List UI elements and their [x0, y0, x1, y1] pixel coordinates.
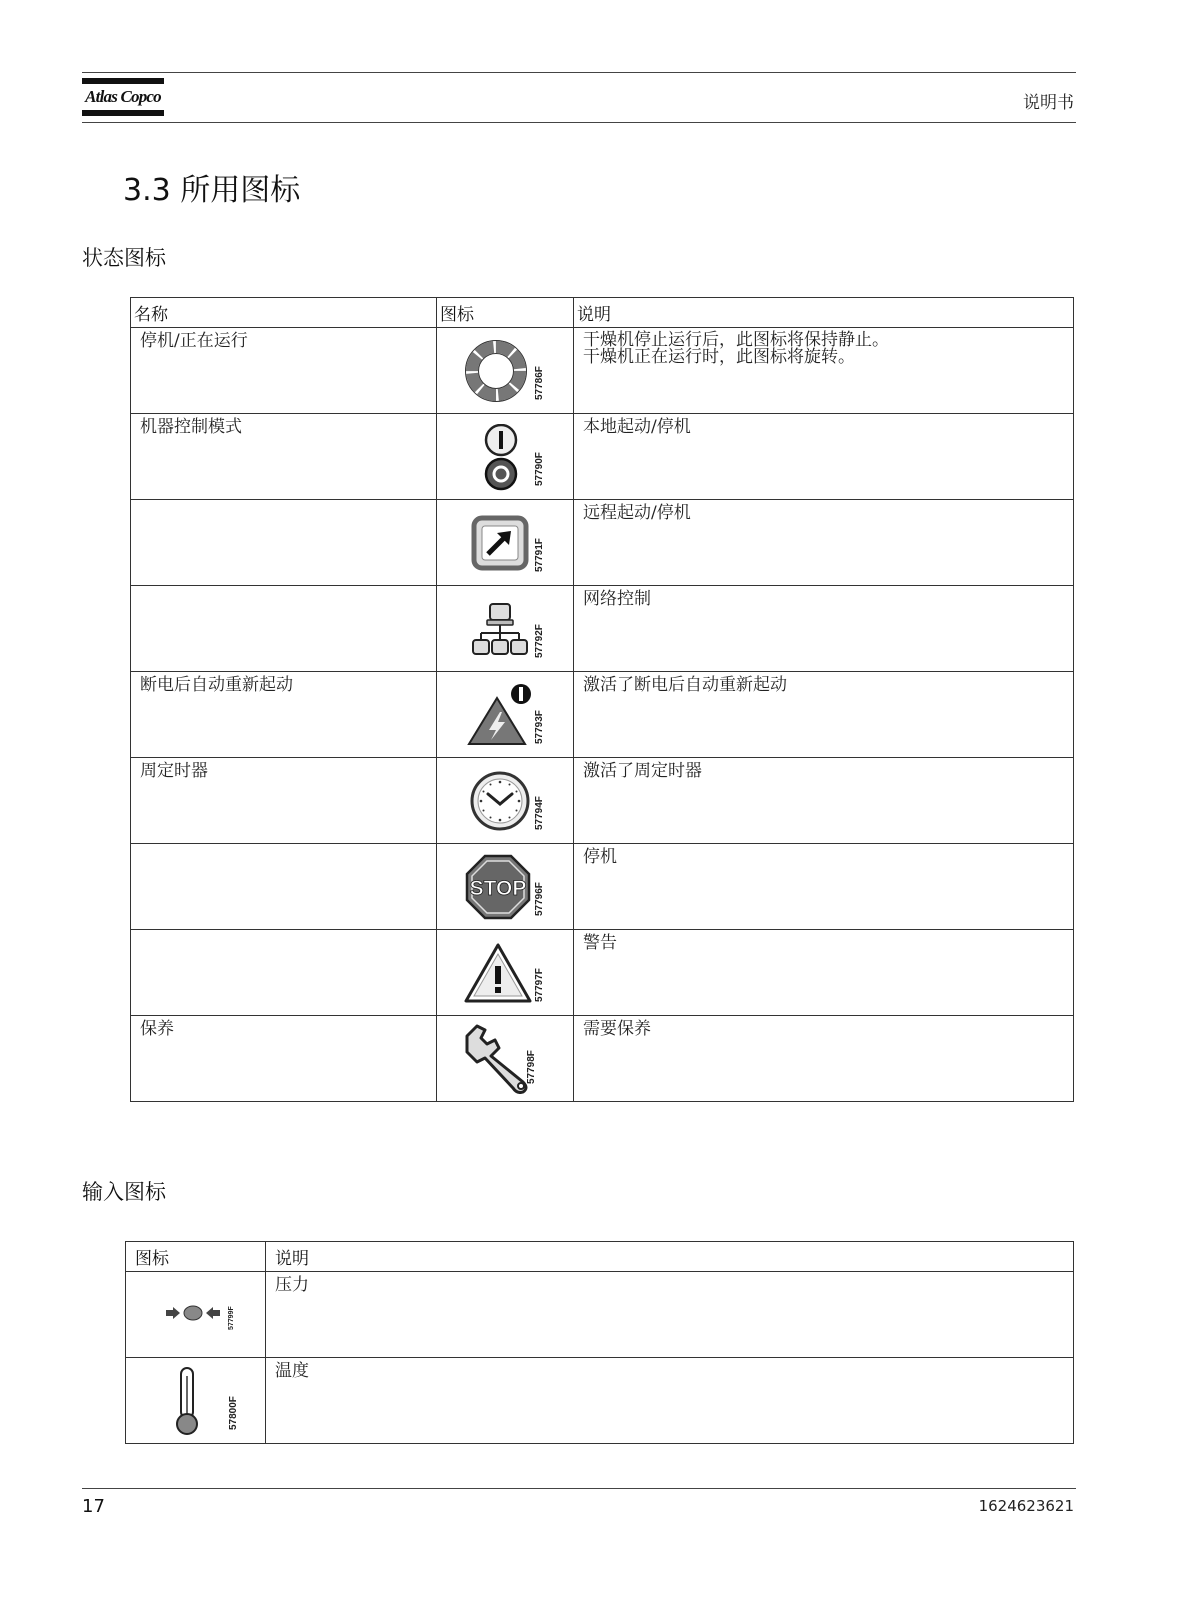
- atlas-copco-logo: [82, 78, 164, 118]
- row-description: 压力: [266, 1272, 1074, 1358]
- row-icon-cell: [437, 758, 574, 844]
- status-icons-heading: 状态图标: [82, 246, 166, 270]
- row-description: 激活了断电后自动重新起动: [574, 672, 1074, 758]
- table-row: [131, 672, 1074, 758]
- row-name: [131, 586, 437, 672]
- header-rule-top: [82, 72, 1076, 73]
- remote-arrow-icon: [471, 515, 529, 571]
- pressure-icon: [166, 1304, 222, 1322]
- row-icon-cell: [437, 500, 574, 586]
- icon-code: 57796F: [534, 882, 545, 916]
- row-description: 远程起动/停机: [574, 500, 1074, 586]
- row-name: [131, 500, 437, 586]
- row-icon-cell: [126, 1272, 266, 1358]
- column-header-name: 名称: [131, 298, 437, 328]
- icon-code: 57794F: [534, 796, 545, 830]
- table-row: [131, 1016, 1074, 1102]
- stop-sign-icon: [465, 854, 531, 920]
- row-icon-cell: [437, 930, 574, 1016]
- row-name: 机器控制模式: [131, 414, 437, 500]
- local-start-stop-icon: [483, 424, 519, 492]
- icon-code: 57797F: [534, 968, 545, 1002]
- row-description: 警告: [574, 930, 1074, 1016]
- icon-code: 57799F: [228, 1306, 235, 1330]
- row-icon-cell: [437, 672, 574, 758]
- warning-icon: [463, 942, 533, 1004]
- stop-sign-text: STOP: [469, 877, 527, 900]
- row-name: 保养: [131, 1016, 437, 1102]
- clock-icon: [469, 770, 531, 832]
- auto-restart-icon: [467, 682, 533, 746]
- table-row: [131, 328, 1074, 414]
- icon-code: 57793F: [534, 710, 545, 744]
- icon-code: 57791F: [534, 538, 545, 572]
- column-header-description: 说明: [266, 1242, 1074, 1272]
- row-icon-cell: [437, 328, 574, 414]
- column-header-icon: 图标: [437, 298, 574, 328]
- row-name: [131, 844, 437, 930]
- row-description: 温度: [266, 1358, 1074, 1444]
- document-number: 1624623621: [978, 1497, 1074, 1515]
- table-row: [131, 930, 1074, 1016]
- input-icons-heading: 输入图标: [82, 1180, 166, 1204]
- icon-code: 57790F: [534, 452, 545, 486]
- row-description: 激活了周定时器: [574, 758, 1074, 844]
- row-description: 干燥机停止运行后，此图标将保持静止。 干燥机正在运行时，此图标将旋转。: [574, 328, 1074, 414]
- table-row: [131, 844, 1074, 930]
- row-icon-cell: [126, 1358, 266, 1444]
- header-doc-type: 说明书: [1023, 93, 1074, 113]
- table-row: [131, 758, 1074, 844]
- icon-code: 57792F: [534, 624, 545, 658]
- row-description: 需要保养: [574, 1016, 1074, 1102]
- row-name: 断电后自动重新起动: [131, 672, 437, 758]
- table-row: [126, 1272, 1074, 1358]
- row-icon-cell: [437, 844, 574, 930]
- row-description: 本地起动/停机: [574, 414, 1074, 500]
- table-row: [131, 500, 1074, 586]
- row-icon-cell: [437, 1016, 574, 1102]
- header-rule-bottom: [82, 122, 1076, 123]
- status-icons-table: [130, 297, 1074, 1102]
- row-name: 周定时器: [131, 758, 437, 844]
- footer-rule: [82, 1488, 1076, 1489]
- icon-code: 57786F: [534, 366, 545, 400]
- table-row: [126, 1358, 1074, 1444]
- row-name: 停机/正在运行: [131, 328, 437, 414]
- row-icon-cell: [437, 414, 574, 500]
- column-header-icon: 图标: [126, 1242, 266, 1272]
- table-row: [131, 414, 1074, 500]
- column-header-description: 说明: [574, 298, 1074, 328]
- row-name: [131, 930, 437, 1016]
- row-icon-cell: [437, 586, 574, 672]
- table-header-row: [126, 1242, 1074, 1272]
- table-row: [131, 586, 1074, 672]
- logo-text: Atlas Copco: [85, 87, 161, 106]
- icon-code: 57800F: [228, 1396, 239, 1430]
- row-description: 停机: [574, 844, 1074, 930]
- row-description: 网络控制: [574, 586, 1074, 672]
- rotating-ring-icon: [463, 338, 529, 404]
- input-icons-table: [125, 1241, 1074, 1444]
- section-title: 3.3 所用图标: [123, 173, 301, 208]
- network-icon: [471, 602, 529, 658]
- icon-code: 57798F: [526, 1050, 537, 1084]
- page-number: 17: [82, 1496, 105, 1517]
- thermometer-icon: [174, 1366, 200, 1436]
- table-header-row: [131, 298, 1074, 328]
